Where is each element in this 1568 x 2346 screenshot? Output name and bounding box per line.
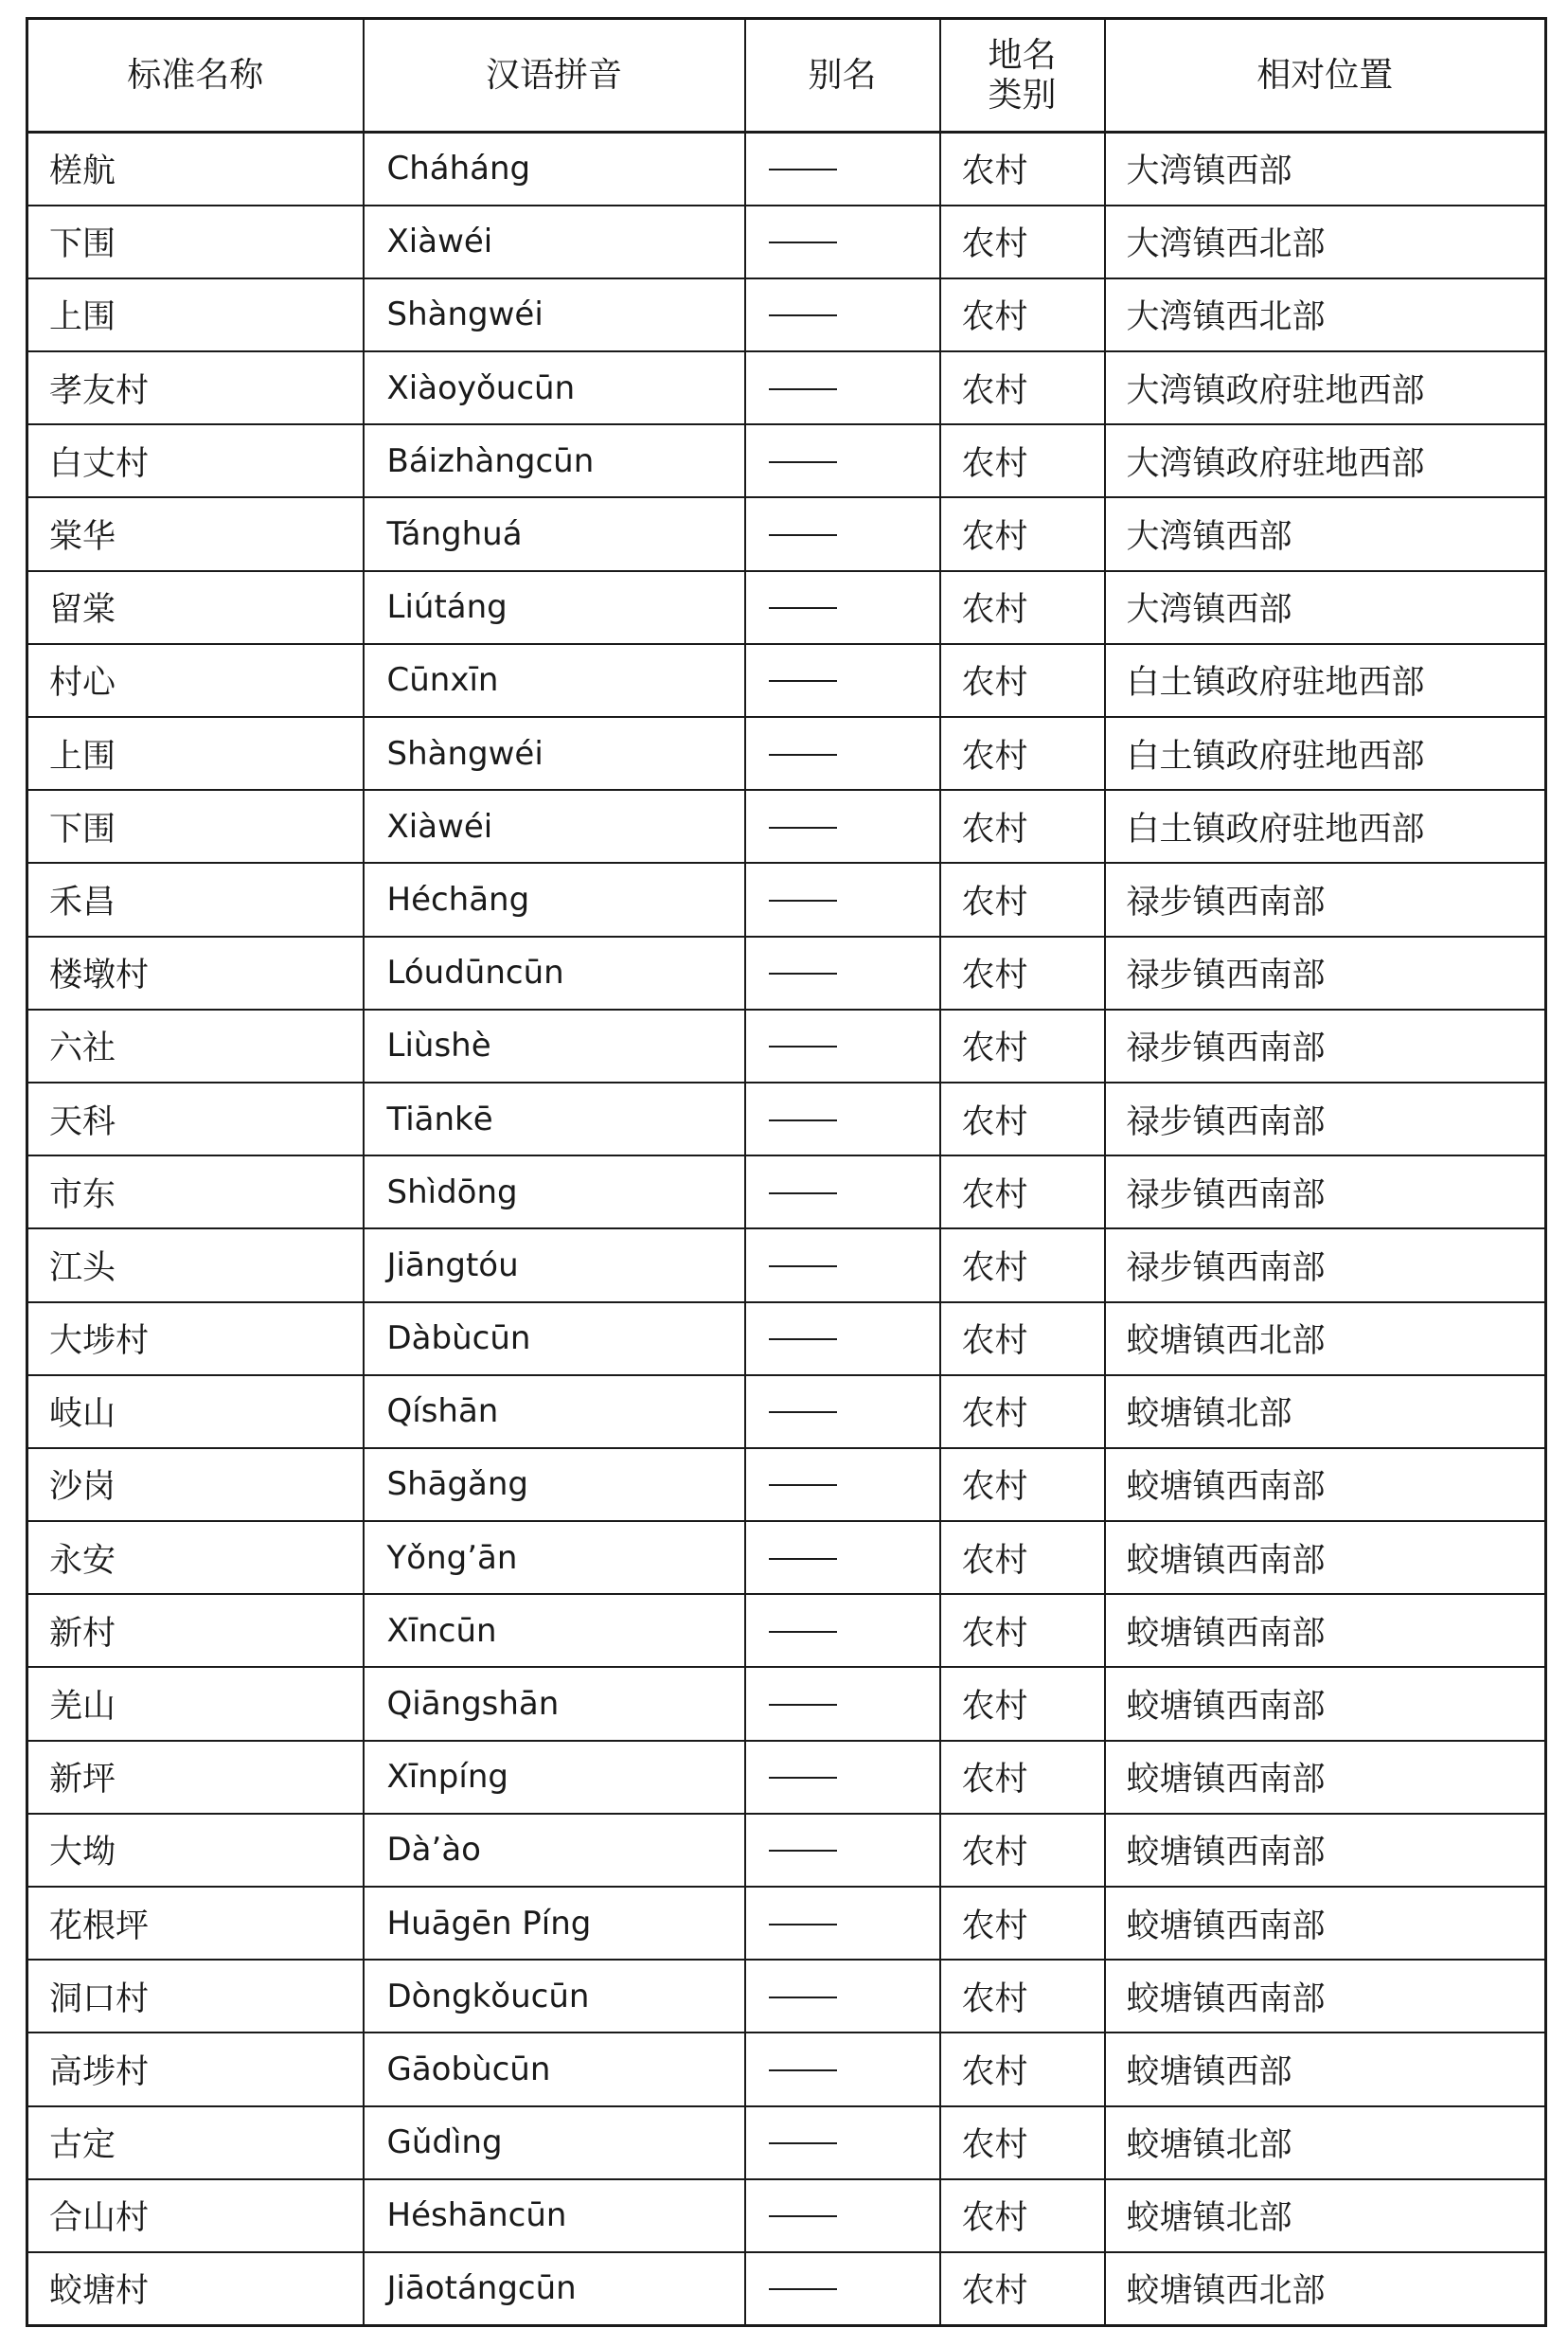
cell-pinyin: Xīncūn <box>364 1594 745 1667</box>
cell-position: 大湾镇西部 <box>1105 133 1546 206</box>
table-row <box>27 1887 1546 1960</box>
cell-alias <box>745 497 940 570</box>
place-name-table <box>26 17 1547 2327</box>
table-row <box>27 2252 1546 2325</box>
cell-position: 蛟塘镇西南部 <box>1105 1960 1546 2033</box>
cell-position: 禄步镇西南部 <box>1105 1228 1546 1301</box>
alias-dash <box>769 680 837 682</box>
alias-dash <box>769 900 837 902</box>
cell-position: 蛟塘镇西北部 <box>1105 1302 1546 1375</box>
table-row <box>27 2106 1546 2179</box>
cell-standard-name: 高埗村 <box>27 2033 364 2105</box>
cell-pinyin: Shàngwéi <box>364 717 745 790</box>
cell-category: 农村 <box>940 1887 1105 1960</box>
cell-alias <box>745 790 940 863</box>
cell-pinyin: Liútáng <box>364 571 745 644</box>
cell-pinyin: Shìdōng <box>364 1155 745 1228</box>
table-row <box>27 278 1546 351</box>
table-row <box>27 644 1546 717</box>
cell-position: 大湾镇西北部 <box>1105 206 1546 278</box>
cell-category: 农村 <box>940 644 1105 717</box>
alias-dash <box>769 1265 837 1267</box>
table-body <box>27 133 1546 2326</box>
cell-pinyin: Xiàwéi <box>364 790 745 863</box>
alias-dash <box>769 2288 837 2290</box>
cell-category: 农村 <box>940 937 1105 1010</box>
cell-position: 白土镇政府驻地西部 <box>1105 717 1546 790</box>
cell-pinyin: Cháháng <box>364 133 745 206</box>
cell-category: 农村 <box>940 1960 1105 2033</box>
cell-position: 蛟塘镇北部 <box>1105 1375 1546 1448</box>
cell-pinyin: Shàngwéi <box>364 278 745 351</box>
cell-position: 蛟塘镇西南部 <box>1105 1814 1546 1887</box>
table-header <box>27 19 1546 133</box>
cell-position: 白土镇政府驻地西部 <box>1105 790 1546 863</box>
cell-alias <box>745 2179 940 2252</box>
cell-alias <box>745 278 940 351</box>
alias-dash <box>769 607 837 609</box>
cell-standard-name: 留棠 <box>27 571 364 644</box>
alias-dash <box>769 534 837 536</box>
cell-alias <box>745 1741 940 1814</box>
cell-category: 农村 <box>940 863 1105 936</box>
cell-category: 农村 <box>940 1448 1105 1521</box>
cell-standard-name: 岐山 <box>27 1375 364 1448</box>
cell-alias <box>745 424 940 497</box>
alias-dash <box>769 1558 837 1560</box>
cell-alias <box>745 1010 940 1083</box>
cell-pinyin: Lóudūncūn <box>364 937 745 1010</box>
alias-dash <box>769 827 837 829</box>
cell-category: 农村 <box>940 133 1105 206</box>
cell-alias <box>745 1448 940 1521</box>
cell-category: 农村 <box>940 424 1105 497</box>
cell-pinyin: Cūnxīn <box>364 644 745 717</box>
cell-pinyin: Shāgǎng <box>364 1448 745 1521</box>
cell-position: 禄步镇西南部 <box>1105 863 1546 936</box>
cell-standard-name: 村心 <box>27 644 364 717</box>
cell-category: 农村 <box>940 497 1105 570</box>
cell-position: 蛟塘镇西南部 <box>1105 1887 1546 1960</box>
cell-pinyin: Xiàwéi <box>364 206 745 278</box>
cell-alias <box>745 1887 940 1960</box>
cell-category: 农村 <box>940 2252 1105 2325</box>
cell-category: 农村 <box>940 2106 1105 2179</box>
cell-alias <box>745 2252 940 2325</box>
cell-pinyin: Gǔdìng <box>364 2106 745 2179</box>
cell-pinyin: Qiāngshān <box>364 1667 745 1740</box>
cell-pinyin: Héchāng <box>364 863 745 936</box>
cell-alias <box>745 644 940 717</box>
cell-category: 农村 <box>940 717 1105 790</box>
cell-pinyin: Liùshè <box>364 1010 745 1083</box>
cell-category: 农村 <box>940 1667 1105 1740</box>
cell-pinyin: Qíshān <box>364 1375 745 1448</box>
alias-dash <box>769 1338 837 1340</box>
table-row <box>27 571 1546 644</box>
header-pinyin: 汉语拼音 <box>364 19 745 133</box>
cell-category: 农村 <box>940 206 1105 278</box>
cell-standard-name: 下围 <box>27 206 364 278</box>
table-row <box>27 1741 1546 1814</box>
cell-standard-name: 六社 <box>27 1010 364 1083</box>
cell-standard-name: 新坪 <box>27 1741 364 1814</box>
cell-category: 农村 <box>940 1375 1105 1448</box>
cell-category: 农村 <box>940 1083 1105 1155</box>
cell-position: 禄步镇西南部 <box>1105 1010 1546 1083</box>
cell-category: 农村 <box>940 278 1105 351</box>
table-row <box>27 206 1546 278</box>
cell-standard-name: 上围 <box>27 278 364 351</box>
cell-standard-name: 花根坪 <box>27 1887 364 1960</box>
alias-dash <box>769 1046 837 1048</box>
cell-position: 大湾镇政府驻地西部 <box>1105 424 1546 497</box>
alias-dash <box>769 1119 837 1121</box>
cell-alias <box>745 351 940 424</box>
table-row <box>27 497 1546 570</box>
header-category-line2: 类别 <box>988 75 1057 115</box>
cell-position: 蛟塘镇西北部 <box>1105 2252 1546 2325</box>
table-row <box>27 424 1546 497</box>
cell-alias <box>745 1960 940 2033</box>
cell-pinyin: Yǒng’ān <box>364 1521 745 1594</box>
table-row <box>27 1375 1546 1448</box>
header-standard-name: 标准名称 <box>27 19 364 133</box>
cell-pinyin: Xiàoyǒucūn <box>364 351 745 424</box>
cell-standard-name: 羌山 <box>27 1667 364 1740</box>
cell-pinyin: Jiāotángcūn <box>364 2252 745 2325</box>
cell-category: 农村 <box>940 1228 1105 1301</box>
cell-position: 大湾镇政府驻地西部 <box>1105 351 1546 424</box>
cell-position: 大湾镇西部 <box>1105 497 1546 570</box>
cell-alias <box>745 1155 940 1228</box>
cell-pinyin: Báizhàngcūn <box>364 424 745 497</box>
cell-standard-name: 大坳 <box>27 1814 364 1887</box>
cell-standard-name: 蛟塘村 <box>27 2252 364 2325</box>
cell-standard-name: 孝友村 <box>27 351 364 424</box>
alias-dash <box>769 1924 837 1925</box>
cell-standard-name: 洞口村 <box>27 1960 364 2033</box>
header-position: 相对位置 <box>1105 19 1546 133</box>
cell-position: 蛟塘镇西南部 <box>1105 1741 1546 1814</box>
alias-dash <box>769 1411 837 1413</box>
cell-pinyin: Tánghuá <box>364 497 745 570</box>
cell-category: 农村 <box>940 2033 1105 2105</box>
cell-standard-name: 古定 <box>27 2106 364 2179</box>
cell-alias <box>745 1814 940 1887</box>
table-row <box>27 717 1546 790</box>
cell-position: 蛟塘镇西南部 <box>1105 1667 1546 1740</box>
cell-position: 蛟塘镇西部 <box>1105 2033 1546 2105</box>
cell-standard-name: 天科 <box>27 1083 364 1155</box>
cell-category: 农村 <box>940 1594 1105 1667</box>
cell-pinyin: Dà’ào <box>364 1814 745 1887</box>
table-row <box>27 1960 1546 2033</box>
cell-standard-name: 沙岗 <box>27 1448 364 1521</box>
cell-alias <box>745 133 940 206</box>
cell-standard-name: 禾昌 <box>27 863 364 936</box>
cell-position: 大湾镇西北部 <box>1105 278 1546 351</box>
header-row <box>27 19 1546 133</box>
table-row <box>27 1010 1546 1083</box>
cell-position: 禄步镇西南部 <box>1105 937 1546 1010</box>
cell-alias <box>745 1228 940 1301</box>
cell-standard-name: 楼墩村 <box>27 937 364 1010</box>
cell-pinyin: Jiāngtóu <box>364 1228 745 1301</box>
table-row <box>27 1302 1546 1375</box>
alias-dash <box>769 1484 837 1486</box>
cell-standard-name: 白丈村 <box>27 424 364 497</box>
alias-dash <box>769 1704 837 1706</box>
table-row <box>27 1155 1546 1228</box>
cell-position: 禄步镇西南部 <box>1105 1083 1546 1155</box>
alias-dash <box>769 1850 837 1852</box>
cell-alias <box>745 1594 940 1667</box>
cell-pinyin: Xīnpíng <box>364 1741 745 1814</box>
cell-category: 农村 <box>940 2179 1105 2252</box>
cell-standard-name: 上围 <box>27 717 364 790</box>
cell-alias <box>745 1083 940 1155</box>
cell-position: 蛟塘镇西南部 <box>1105 1521 1546 1594</box>
cell-position: 白土镇政府驻地西部 <box>1105 644 1546 717</box>
cell-category: 农村 <box>940 351 1105 424</box>
cell-pinyin: Huāgēn Píng <box>364 1887 745 1960</box>
cell-position: 蛟塘镇北部 <box>1105 2106 1546 2179</box>
cell-standard-name: 大埗村 <box>27 1302 364 1375</box>
cell-standard-name: 下围 <box>27 790 364 863</box>
alias-dash <box>769 1997 837 1998</box>
cell-alias <box>745 717 940 790</box>
cell-pinyin: Dòngkǒucūn <box>364 1960 745 2033</box>
table-row <box>27 1667 1546 1740</box>
cell-category: 农村 <box>940 1302 1105 1375</box>
alias-dash <box>769 461 837 463</box>
cell-standard-name: 江头 <box>27 1228 364 1301</box>
cell-alias <box>745 1521 940 1594</box>
cell-standard-name: 新村 <box>27 1594 364 1667</box>
alias-dash <box>769 1192 837 1194</box>
cell-alias <box>745 2033 940 2105</box>
cell-category: 农村 <box>940 1521 1105 1594</box>
alias-dash <box>769 242 837 243</box>
alias-dash <box>769 314 837 316</box>
table-row <box>27 1083 1546 1155</box>
alias-dash <box>769 754 837 756</box>
cell-alias <box>745 206 940 278</box>
table-row <box>27 790 1546 863</box>
header-category <box>940 19 1105 133</box>
cell-alias <box>745 1375 940 1448</box>
table-row <box>27 1448 1546 1521</box>
table-row <box>27 1594 1546 1667</box>
alias-dash <box>769 973 837 975</box>
cell-alias <box>745 863 940 936</box>
header-category-line1: 地名 <box>988 35 1057 75</box>
table-row <box>27 351 1546 424</box>
cell-alias <box>745 571 940 644</box>
cell-alias <box>745 2106 940 2179</box>
table-row <box>27 1228 1546 1301</box>
cell-standard-name: 槎航 <box>27 133 364 206</box>
cell-category: 农村 <box>940 571 1105 644</box>
cell-pinyin: Tiānkē <box>364 1083 745 1155</box>
cell-category: 农村 <box>940 1155 1105 1228</box>
table-row <box>27 863 1546 936</box>
cell-alias <box>745 1667 940 1740</box>
cell-standard-name: 合山村 <box>27 2179 364 2252</box>
cell-standard-name: 市东 <box>27 1155 364 1228</box>
cell-category: 农村 <box>940 1814 1105 1887</box>
alias-dash <box>769 169 837 170</box>
cell-standard-name: 永安 <box>27 1521 364 1594</box>
cell-category: 农村 <box>940 790 1105 863</box>
alias-dash <box>769 2215 837 2217</box>
alias-dash <box>769 388 837 390</box>
cell-category: 农村 <box>940 1010 1105 1083</box>
alias-dash <box>769 1777 837 1779</box>
alias-dash <box>769 1631 837 1633</box>
table-row <box>27 2179 1546 2252</box>
cell-pinyin: Héshāncūn <box>364 2179 745 2252</box>
cell-category: 农村 <box>940 1741 1105 1814</box>
table-row <box>27 2033 1546 2105</box>
cell-position: 蛟塘镇西南部 <box>1105 1448 1546 1521</box>
cell-position: 蛟塘镇西南部 <box>1105 1594 1546 1667</box>
cell-position: 蛟塘镇北部 <box>1105 2179 1546 2252</box>
alias-dash <box>769 2142 837 2144</box>
table-row <box>27 937 1546 1010</box>
cell-pinyin: Dàbùcūn <box>364 1302 745 1375</box>
cell-pinyin: Gāobùcūn <box>364 2033 745 2105</box>
cell-alias <box>745 937 940 1010</box>
table-row <box>27 133 1546 206</box>
alias-dash <box>769 2069 837 2071</box>
cell-standard-name: 棠华 <box>27 497 364 570</box>
cell-position: 大湾镇西部 <box>1105 571 1546 644</box>
cell-alias <box>745 1302 940 1375</box>
table-row <box>27 1814 1546 1887</box>
table-row <box>27 1521 1546 1594</box>
cell-position: 禄步镇西南部 <box>1105 1155 1546 1228</box>
header-alias: 别名 <box>745 19 940 133</box>
